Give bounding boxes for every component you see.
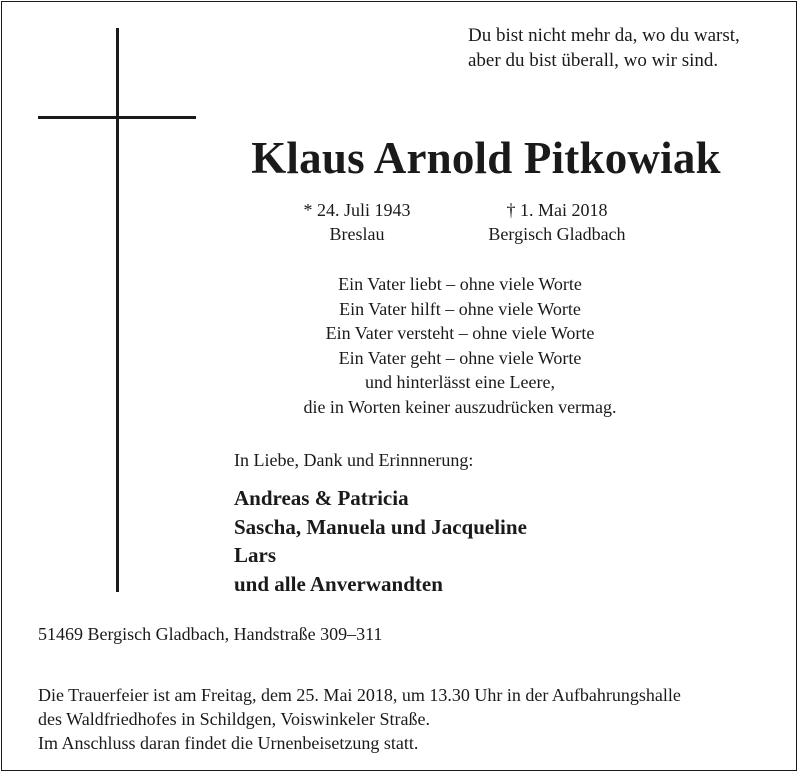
cross-vertical-bar	[116, 28, 119, 592]
poem-line: Ein Vater versteht – ohne viele Worte	[325, 323, 595, 343]
birth-info	[272, 198, 442, 246]
deceased-name: Klaus Arnold Pitkowiak	[251, 133, 721, 183]
mourner-name: Lars	[234, 543, 276, 567]
birth-place: Breslau	[329, 224, 385, 244]
notice-line: Die Trauerfeier ist am Freitag, dem 25. Mai 2018, um 13.30 Uhr in der Aufbahrungshalle	[38, 685, 681, 705]
poem-line: Ein Vater hilft – ohne viele Worte	[339, 298, 581, 319]
mourner-name: Andreas & Patricia	[234, 486, 409, 510]
motto-line: Du bist nicht mehr da, wo du warst,	[468, 25, 740, 46]
funeral-notice	[38, 683, 681, 755]
death-info	[482, 198, 632, 246]
family-address: 51469 Bergisch Gladbach, Handstraße 309–311	[38, 624, 383, 644]
notice-line: des Waldfriedhofes in Schildgen, Voiswinkeler Straße.	[38, 709, 430, 729]
motto-line: aber du bist überall, wo wir sind.	[468, 50, 719, 71]
death-date: † 1. Mai 2018	[506, 200, 608, 220]
mourner-name: und alle Anverwandten	[234, 571, 443, 596]
poem	[296, 272, 624, 419]
notice-line: Im Anschluss daran findet die Urnenbeisetzung statt.	[38, 733, 419, 753]
mourner-name: Sascha, Manuela und Jacqueline	[234, 514, 527, 539]
mourners-list	[234, 484, 527, 598]
birth-date: * 24. Juli 1943	[303, 200, 411, 220]
poem-line: und hinterlässt eine Leere,	[365, 372, 555, 392]
poem-line: Ein Vater geht – ohne viele Worte	[338, 347, 582, 368]
motto-quote	[468, 23, 740, 73]
poem-line: die in Worten keiner auszudrücken vermag.	[303, 396, 617, 417]
death-place: Bergisch Gladbach	[488, 224, 626, 244]
mourners-intro: In Liebe, Dank und Erinnnerung:	[234, 450, 474, 470]
poem-line: Ein Vater liebt – ohne viele Worte	[338, 274, 582, 294]
cross-horizontal-bar	[38, 116, 196, 119]
